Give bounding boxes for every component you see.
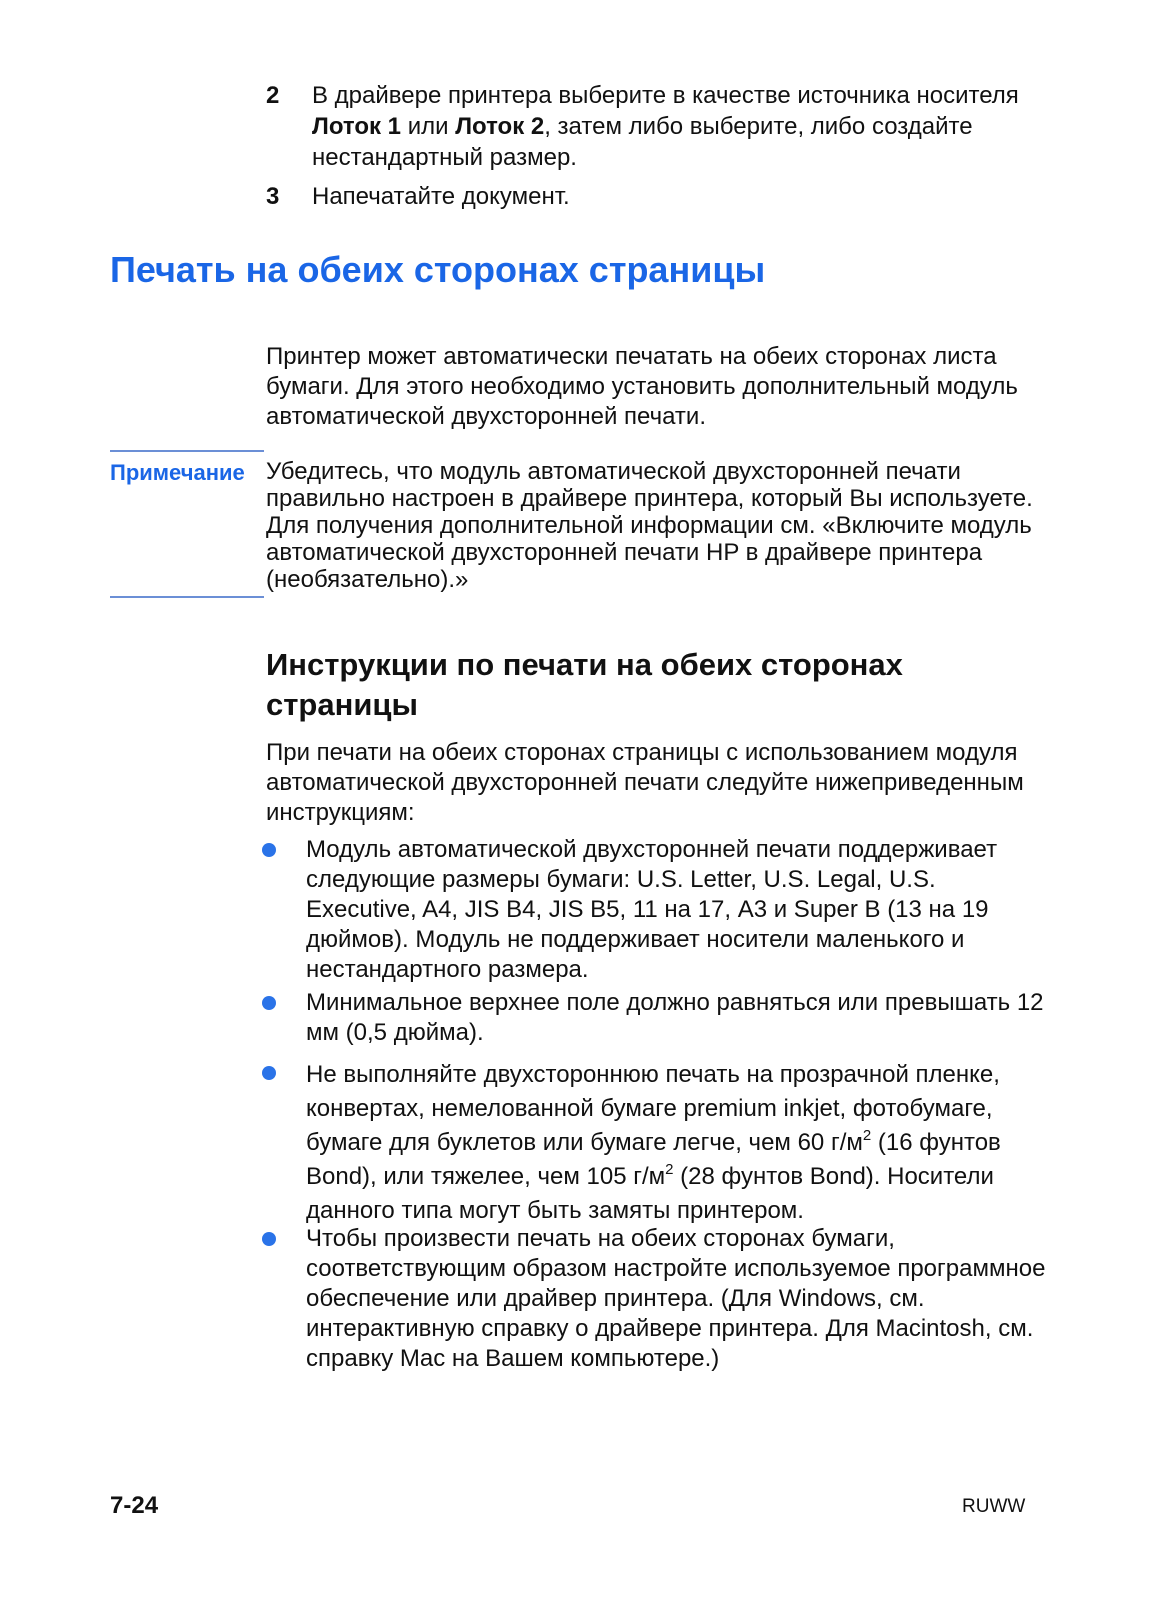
step-text (312, 80, 1047, 173)
footer-code: RUWW (962, 1496, 1026, 1517)
note-label: Примечание (110, 460, 245, 485)
note-text: Убедитесь, что модуль автоматической двухсторонней печати правильно настроен в драйвере принтера, который Вы используете. Для получения дополнительной информации см. «Включите модуль автоматической двухсторонней печати HP в драйвере принтера (необязательно).» (266, 458, 1033, 593)
bullet-icon (262, 1066, 276, 1080)
step-text-mid: или (401, 113, 456, 140)
list-item-text-part: Не выполняйте двухстороннюю печать на прозрачной пленке, конвертах, немелованной бумаге premium inkjet, фотобумаге, бумаге для буклетов или бумаге легче, чем 60 г/м (306, 1061, 1000, 1156)
bullet-icon (262, 843, 276, 857)
superscript: 2 (665, 1161, 674, 1178)
list-item-text (306, 1058, 1046, 1228)
list-item-text-part: (16 фунтов Bond), или тяжелее, чем 105 г/м (306, 1129, 1001, 1190)
subsection-title: Инструкции по печати на обеих сторонах страницы (266, 647, 903, 722)
step-text-suffix: , затем либо выберите, либо создайте нестандартный размер. (312, 113, 973, 171)
note-top-rule (110, 450, 264, 452)
step-number: 2 (266, 82, 280, 109)
section-title: Печать на обеих сторонах страницы (110, 249, 766, 290)
list-item-text: Чтобы произвести печать на обеих сторонах бумаги, соответствующим образом настройте используемое программное обеспечение или драйвер принтера. (Для Windows, см. интерактивную справку о драйвере принтера. Для Macintosh, см. справку Mac на Вашем компьютере.) (306, 1225, 1046, 1372)
intro-paragraph: Принтер может автоматически печатать на обеих сторонах листа бумаги. Для этого необходимо установить дополнительный модуль автоматической двухсторонней печати. (266, 343, 1018, 430)
list-item-text-part: (28 фунтов Bond). Носители данного типа могут быть замяты принтером. (306, 1163, 994, 1224)
subsection-intro: При печати на обеих сторонах страницы с использованием модуля автоматической двухсторонней печати следуйте нижеприведенным инструкциям: (266, 739, 1024, 826)
tray-2-label: Лоток 2 (455, 113, 545, 140)
step-text-prefix: В драйвере принтера выберите в качестве источника носителя (312, 82, 1019, 109)
list-item-text: Модуль автоматической двухсторонней печати поддерживает следующие размеры бумаги: U.S. Letter, U.S. Legal, U.S. Executive, A4, JIS B4, JIS B5, 11 на 17, A3 и Super B (13 на 19 дюймов). Модуль не поддерживает носители маленького и нестандартного размера. (306, 836, 998, 983)
list-item-text: Минимальное верхнее поле должно равняться или превышать 12 мм (0,5 дюйма). (306, 989, 1044, 1046)
note-bottom-rule (110, 596, 264, 598)
page-number: 7-24 (110, 1492, 159, 1519)
step-number: 3 (266, 183, 280, 210)
superscript: 2 (862, 1127, 872, 1144)
step-text: Напечатайте документ. (312, 183, 570, 210)
bullet-icon (262, 996, 276, 1010)
tray-1-label: Лоток 1 (312, 113, 402, 140)
bullet-icon (262, 1232, 276, 1246)
